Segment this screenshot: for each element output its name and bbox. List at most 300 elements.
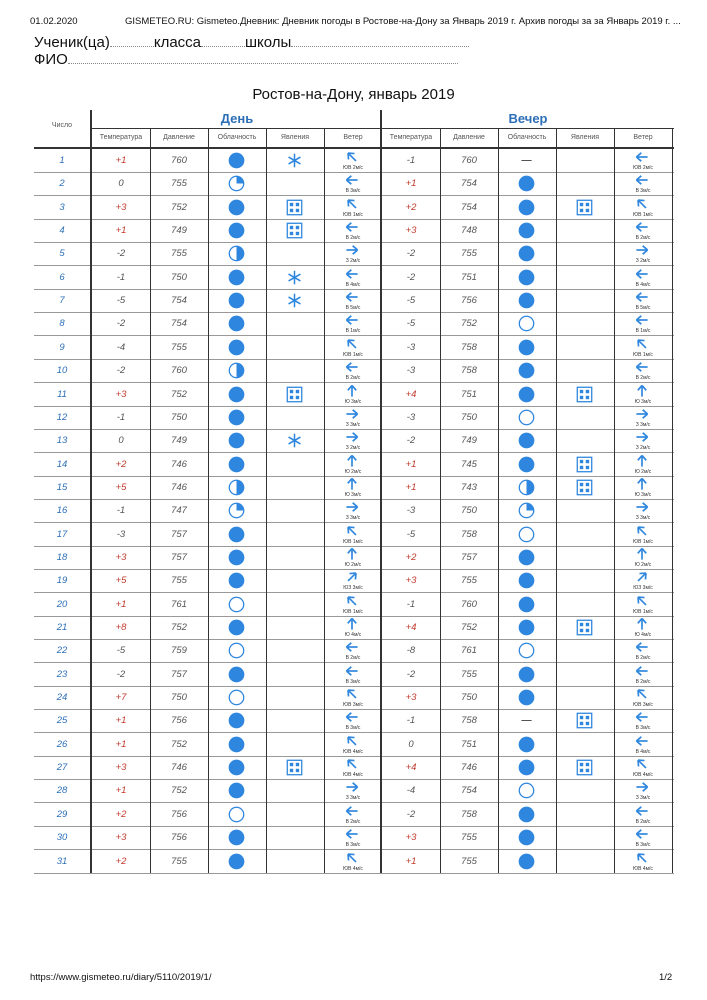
wind-arrow-icon bbox=[634, 664, 650, 678]
wind-arrow-icon bbox=[634, 617, 650, 631]
temperature-value: +3 bbox=[405, 832, 417, 844]
temperature-value: +4 bbox=[405, 622, 417, 633]
overcast-icon bbox=[228, 572, 245, 589]
table-row bbox=[34, 242, 674, 266]
pressure-value: 756 bbox=[171, 715, 187, 727]
wind-text: З 3м/с bbox=[345, 795, 361, 802]
overcast-icon bbox=[518, 572, 535, 589]
temperature-value: -5 bbox=[406, 528, 416, 540]
pressure-value: 755 bbox=[461, 248, 477, 260]
footer-page-number: 1/2 bbox=[659, 972, 673, 983]
clear-sky-icon bbox=[518, 315, 535, 332]
table-row bbox=[34, 383, 674, 407]
temperature-value: +3 bbox=[115, 551, 127, 563]
group-header-evening: Вечер bbox=[508, 111, 548, 126]
table-row bbox=[34, 639, 674, 663]
table-row bbox=[34, 803, 674, 827]
wind-arrow-icon bbox=[634, 337, 650, 351]
wind-cell bbox=[614, 756, 672, 779]
wind-cell bbox=[324, 499, 382, 522]
page-heading: Ростов-на-Дону, январь 2019 bbox=[252, 86, 455, 103]
pressure-value: 747 bbox=[171, 505, 187, 517]
wind-text: В 3м/с bbox=[345, 725, 361, 732]
column-header: Облачность bbox=[217, 134, 257, 141]
overcast-icon bbox=[518, 806, 535, 823]
wind-cell bbox=[614, 639, 672, 662]
wind-arrow-icon bbox=[344, 454, 360, 468]
overcast-icon bbox=[518, 222, 535, 239]
pressure-value: 751 bbox=[461, 388, 477, 400]
wind-cell bbox=[324, 569, 382, 592]
day-number: 17 bbox=[56, 528, 68, 540]
rain-icon bbox=[286, 222, 303, 239]
pressure-value: 750 bbox=[461, 411, 477, 423]
wind-cell bbox=[614, 266, 672, 289]
wind-cell bbox=[324, 196, 382, 219]
overcast-icon bbox=[228, 152, 245, 169]
wind-cell bbox=[614, 803, 672, 826]
pressure-value: 758 bbox=[461, 365, 477, 377]
pressure-value: 757 bbox=[171, 528, 187, 540]
wind-text: З 2м/с bbox=[345, 258, 361, 265]
wind-cell bbox=[324, 266, 382, 289]
wind-arrow-icon bbox=[634, 407, 650, 421]
wind-arrow-icon bbox=[634, 500, 650, 514]
wind-cell bbox=[614, 406, 672, 429]
table-row bbox=[34, 569, 674, 593]
wind-arrow-icon bbox=[344, 617, 360, 631]
overcast-icon bbox=[518, 596, 535, 613]
overcast-icon bbox=[228, 339, 245, 356]
overcast-icon bbox=[518, 199, 535, 216]
wind-arrow-icon bbox=[634, 430, 650, 444]
wind-arrow-icon bbox=[344, 267, 360, 281]
wind-arrow-icon bbox=[344, 734, 360, 748]
pressure-value: 750 bbox=[171, 411, 187, 423]
temperature-value: +3 bbox=[115, 762, 127, 774]
day-number: 15 bbox=[56, 481, 68, 493]
wind-arrow-icon bbox=[634, 804, 650, 818]
wind-text: Ю 3м/с bbox=[344, 491, 362, 498]
overcast-icon bbox=[228, 292, 245, 309]
table-row bbox=[34, 359, 674, 383]
overcast-icon bbox=[518, 339, 535, 356]
wind-cell bbox=[614, 453, 672, 476]
overcast-icon bbox=[518, 736, 535, 753]
table-row bbox=[34, 453, 674, 477]
temperature-value: +5 bbox=[115, 481, 127, 493]
pressure-value: 750 bbox=[171, 271, 187, 283]
table-row bbox=[34, 172, 674, 196]
mostly-clear-icon bbox=[228, 175, 245, 192]
wind-cell bbox=[614, 149, 672, 172]
wind-arrow-icon bbox=[634, 313, 650, 327]
temperature-value: +2 bbox=[115, 855, 127, 867]
wind-cell bbox=[324, 756, 382, 779]
wind-text: ЮВ 4м/с bbox=[343, 748, 363, 755]
wind-arrow-icon bbox=[344, 430, 360, 444]
school-label: школы bbox=[245, 34, 292, 51]
wind-text: В 1м/с bbox=[345, 328, 361, 335]
pressure-value: 752 bbox=[171, 738, 187, 750]
wind-text: ЮВ 1м/с bbox=[343, 351, 363, 358]
wind-cell bbox=[614, 826, 672, 849]
wind-arrow-icon bbox=[634, 454, 650, 468]
temperature-value: +3 bbox=[405, 575, 417, 587]
pressure-value: 746 bbox=[171, 458, 187, 470]
temperature-value: -5 bbox=[406, 295, 416, 307]
wind-cell bbox=[614, 383, 672, 406]
partly-cloudy-icon bbox=[228, 362, 245, 379]
wind-text: Ю 2м/с bbox=[344, 561, 362, 568]
temperature-value: -2 bbox=[116, 248, 126, 260]
temperature-value: -2 bbox=[406, 248, 416, 260]
table-row bbox=[34, 219, 674, 243]
wind-text: ЮВ 2м/с bbox=[633, 165, 653, 171]
wind-cell bbox=[614, 616, 672, 639]
wind-text: З 3м/с bbox=[635, 795, 651, 802]
wind-arrow-icon bbox=[344, 757, 360, 771]
overcast-icon bbox=[518, 245, 535, 262]
wind-arrow-icon bbox=[344, 384, 360, 398]
wind-cell bbox=[324, 336, 382, 359]
overcast-icon bbox=[518, 829, 535, 846]
pressure-value: 752 bbox=[171, 201, 187, 213]
wind-text: В 3м/с bbox=[345, 188, 361, 195]
wind-cell bbox=[614, 289, 672, 312]
fio-label: ФИО bbox=[34, 51, 68, 68]
day-number: 14 bbox=[56, 458, 68, 470]
temperature-value: +4 bbox=[405, 762, 417, 774]
temperature-value: 0 bbox=[118, 435, 124, 447]
overcast-icon bbox=[518, 456, 535, 473]
overcast-icon bbox=[518, 689, 535, 706]
wind-text: ЮВ 1м/с bbox=[343, 538, 363, 545]
temperature-value: -3 bbox=[406, 505, 416, 517]
pressure-value: 749 bbox=[171, 225, 187, 237]
wind-cell bbox=[324, 639, 382, 662]
pressure-value: 758 bbox=[461, 528, 477, 540]
pressure-value: 752 bbox=[171, 622, 187, 633]
temperature-value: +1 bbox=[115, 225, 127, 237]
pressure-value: 755 bbox=[461, 855, 477, 867]
class-label: класса bbox=[153, 34, 202, 51]
day-number: 11 bbox=[57, 388, 67, 400]
wind-text: Ю 2м/с bbox=[634, 468, 652, 475]
table-row bbox=[34, 499, 674, 523]
pressure-value: 755 bbox=[461, 668, 477, 680]
pressure-value: 746 bbox=[171, 762, 187, 774]
wind-cell bbox=[614, 429, 672, 452]
pressure-value: 759 bbox=[171, 645, 187, 657]
wind-arrow-icon bbox=[344, 594, 360, 608]
wind-text: ЮВ 1м/с bbox=[633, 351, 653, 358]
clear-sky-icon bbox=[228, 642, 245, 659]
partly-cloudy-icon bbox=[518, 479, 535, 496]
pressure-value: 758 bbox=[461, 715, 477, 727]
table-row bbox=[34, 266, 674, 290]
day-number: 26 bbox=[56, 738, 68, 750]
temperature-value: +2 bbox=[115, 808, 127, 820]
wind-arrow-icon bbox=[634, 220, 650, 234]
wind-cell bbox=[324, 359, 382, 382]
wind-cell bbox=[614, 336, 672, 359]
wind-arrow-icon bbox=[344, 664, 360, 678]
temperature-value: +1 bbox=[405, 855, 417, 867]
wind-text: ЮВ 4м/с bbox=[633, 772, 653, 779]
wind-cell bbox=[614, 663, 672, 686]
wind-text: ЮВ 4м/с bbox=[343, 865, 363, 872]
temperature-value: -2 bbox=[116, 668, 126, 680]
day-number: 2 bbox=[59, 178, 65, 190]
temperature-value: -1 bbox=[406, 598, 416, 610]
overcast-icon bbox=[518, 666, 535, 683]
wind-arrow-icon bbox=[634, 150, 650, 164]
wind-text: В 2м/с bbox=[635, 818, 651, 825]
wind-arrow-icon bbox=[344, 337, 360, 351]
day-number: 31 bbox=[56, 855, 68, 867]
pressure-value: 743 bbox=[461, 481, 477, 493]
pressure-value: 746 bbox=[171, 481, 187, 493]
pressure-value: 754 bbox=[171, 318, 187, 330]
rain-icon bbox=[576, 479, 593, 496]
wind-text: В 2м/с bbox=[345, 235, 361, 242]
overcast-icon bbox=[518, 432, 535, 449]
wind-cell bbox=[614, 476, 672, 499]
day-number: 24 bbox=[56, 692, 68, 704]
overcast-icon bbox=[228, 853, 245, 870]
overcast-icon bbox=[228, 759, 245, 776]
rain-icon bbox=[576, 386, 593, 403]
table-row bbox=[34, 312, 674, 336]
wind-cell bbox=[614, 779, 672, 802]
pressure-value: 755 bbox=[171, 248, 187, 260]
overcast-icon bbox=[228, 432, 245, 449]
wind-text: З 3м/с bbox=[345, 515, 361, 522]
clear-sky-icon bbox=[228, 689, 245, 706]
wind-cell bbox=[614, 733, 672, 756]
pressure-value: 750 bbox=[171, 692, 187, 704]
wind-cell bbox=[614, 709, 672, 732]
overcast-icon bbox=[228, 386, 245, 403]
wind-arrow-icon bbox=[344, 710, 360, 724]
pressure-value: 757 bbox=[461, 551, 477, 563]
day-number: 20 bbox=[56, 598, 68, 610]
wind-cell bbox=[324, 709, 382, 732]
wind-cell bbox=[614, 172, 672, 195]
day-number: 8 bbox=[59, 318, 65, 330]
table-row bbox=[34, 686, 674, 710]
wind-cell bbox=[614, 312, 672, 335]
wind-cell bbox=[614, 593, 672, 616]
wind-arrow-icon bbox=[634, 640, 650, 654]
column-header: Явления bbox=[570, 134, 600, 141]
wind-arrow-icon bbox=[634, 827, 650, 841]
wind-cell bbox=[614, 546, 672, 569]
rain-icon bbox=[576, 199, 593, 216]
pressure-value: 752 bbox=[171, 388, 187, 400]
wind-cell bbox=[614, 569, 672, 592]
clear-sky-icon bbox=[518, 526, 535, 543]
snow-icon bbox=[286, 152, 303, 169]
rain-icon bbox=[576, 619, 593, 636]
pressure-value: 755 bbox=[171, 178, 187, 190]
wind-arrow-icon bbox=[634, 477, 650, 491]
pressure-value: 760 bbox=[171, 365, 187, 377]
wind-arrow-icon bbox=[634, 594, 650, 608]
rain-icon bbox=[286, 199, 303, 216]
pressure-value: 755 bbox=[171, 575, 187, 587]
wind-arrow-icon bbox=[634, 360, 650, 374]
day-number: 29 bbox=[56, 808, 68, 820]
clear-sky-icon bbox=[228, 596, 245, 613]
column-header: Облачность bbox=[507, 134, 547, 141]
overcast-icon bbox=[518, 853, 535, 870]
wind-cell bbox=[324, 733, 382, 756]
snow-icon bbox=[286, 269, 303, 286]
overcast-icon bbox=[228, 526, 245, 543]
day-number: 25 bbox=[56, 715, 68, 727]
pressure-value: 754 bbox=[461, 178, 477, 190]
wind-cell bbox=[324, 312, 382, 335]
temperature-value: -5 bbox=[116, 645, 126, 657]
wind-text: ЮВ 1м/с bbox=[343, 608, 363, 615]
footer-url: https://www.gismeteo.ru/diary/5110/2019/1/ bbox=[30, 972, 212, 983]
table-row bbox=[34, 429, 674, 453]
overcast-icon bbox=[228, 315, 245, 332]
temperature-value: +4 bbox=[405, 388, 417, 400]
temperature-value: -3 bbox=[406, 341, 416, 353]
pressure-value: 749 bbox=[171, 435, 187, 447]
temperature-value: +3 bbox=[115, 388, 127, 400]
column-header: Ветер bbox=[343, 134, 363, 141]
temperature-value: -2 bbox=[406, 271, 416, 283]
temperature-value: 0 bbox=[118, 178, 124, 190]
overcast-icon bbox=[228, 829, 245, 846]
wind-arrow-icon bbox=[344, 524, 360, 538]
day-number: 1 bbox=[59, 155, 65, 166]
pressure-value: 752 bbox=[171, 785, 187, 797]
wind-text: В 3м/с bbox=[635, 188, 651, 195]
wind-text: З 2м/с bbox=[635, 445, 651, 452]
wind-text: Ю 4м/с bbox=[344, 632, 362, 638]
wind-text: В 2м/с bbox=[345, 818, 361, 825]
wind-text: ЮВ 2м/с bbox=[343, 165, 363, 171]
temperature-value: -4 bbox=[406, 785, 416, 797]
column-header: Температура bbox=[99, 134, 143, 141]
temperature-value: +1 bbox=[115, 155, 127, 166]
temperature-value: -5 bbox=[406, 318, 416, 330]
temperature-value: +8 bbox=[115, 622, 127, 633]
pressure-value: 755 bbox=[461, 832, 477, 844]
pressure-value: 751 bbox=[461, 738, 477, 750]
wind-cell bbox=[324, 172, 382, 195]
day-number: 27 bbox=[56, 762, 68, 774]
wind-arrow-icon bbox=[634, 757, 650, 771]
wind-arrow-icon bbox=[634, 524, 650, 538]
day-number: 12 bbox=[56, 411, 68, 423]
wind-arrow-icon bbox=[634, 173, 650, 187]
wind-text: З 2м/с bbox=[345, 445, 361, 452]
pressure-value: 757 bbox=[171, 551, 187, 563]
wind-text: ЮЗ 3м/с bbox=[633, 585, 653, 592]
wind-text: В 4м/с bbox=[635, 281, 651, 288]
day-number: 10 bbox=[56, 365, 68, 377]
day-number: 7 bbox=[59, 295, 65, 307]
column-header: Явления bbox=[280, 134, 310, 141]
table-row bbox=[34, 593, 674, 617]
table-row bbox=[34, 779, 674, 803]
pressure-value: 760 bbox=[461, 598, 477, 610]
column-header: Температура bbox=[389, 134, 433, 141]
temperature-value: -1 bbox=[116, 505, 126, 517]
temperature-value: +1 bbox=[115, 738, 127, 750]
wind-cell bbox=[614, 523, 672, 546]
overcast-icon bbox=[518, 549, 535, 566]
temperature-value: +3 bbox=[115, 832, 127, 844]
wind-cell bbox=[614, 219, 672, 242]
pressure-value: 761 bbox=[171, 598, 187, 610]
temperature-value: -1 bbox=[116, 271, 126, 283]
wind-cell bbox=[324, 663, 382, 686]
table-row bbox=[34, 616, 674, 640]
temperature-value: -5 bbox=[116, 295, 126, 307]
overcast-icon bbox=[518, 362, 535, 379]
wind-cell bbox=[614, 359, 672, 382]
no-data-icon bbox=[518, 152, 535, 169]
overcast-icon bbox=[228, 619, 245, 636]
day-number: 30 bbox=[56, 832, 68, 844]
wind-text: ЮЗ 3м/с bbox=[343, 585, 363, 592]
wind-cell bbox=[324, 453, 382, 476]
temperature-value: +1 bbox=[115, 785, 127, 797]
temperature-value: -1 bbox=[406, 155, 416, 166]
clear-sky-icon bbox=[518, 409, 535, 426]
no-data-icon bbox=[518, 712, 535, 729]
table-row bbox=[34, 850, 674, 874]
wind-arrow-icon bbox=[344, 640, 360, 654]
wind-cell bbox=[324, 149, 382, 172]
overcast-icon bbox=[518, 175, 535, 192]
day-number: 5 bbox=[59, 248, 65, 260]
pressure-value: 756 bbox=[171, 832, 187, 844]
wind-arrow-icon bbox=[344, 804, 360, 818]
table-row bbox=[34, 336, 674, 360]
clear-sky-icon bbox=[518, 642, 535, 659]
table-row bbox=[34, 523, 674, 547]
wind-text: В 2м/с bbox=[635, 235, 651, 242]
wind-text: Ю 2м/с bbox=[344, 468, 362, 475]
wind-arrow-icon bbox=[634, 243, 650, 257]
wind-cell bbox=[324, 546, 382, 569]
wind-cell bbox=[324, 383, 382, 406]
day-number: 6 bbox=[59, 271, 65, 283]
wind-arrow-icon bbox=[344, 243, 360, 257]
wind-arrow-icon bbox=[344, 313, 360, 327]
wind-text: ЮВ 1м/с bbox=[633, 538, 653, 545]
day-number: 16 bbox=[56, 505, 68, 517]
wind-cell bbox=[324, 429, 382, 452]
wind-text: В 2м/с bbox=[635, 655, 651, 662]
wind-text: Ю 3м/с bbox=[634, 398, 652, 405]
wind-text: В 4м/с bbox=[345, 281, 361, 288]
temperature-value: -4 bbox=[116, 341, 126, 353]
wind-text: Ю 2м/с bbox=[634, 561, 652, 568]
temperature-value: -3 bbox=[116, 528, 126, 540]
wind-text: В 5м/с bbox=[345, 305, 361, 312]
pressure-value: 754 bbox=[461, 201, 477, 213]
wind-text: В 3м/с bbox=[635, 725, 651, 732]
